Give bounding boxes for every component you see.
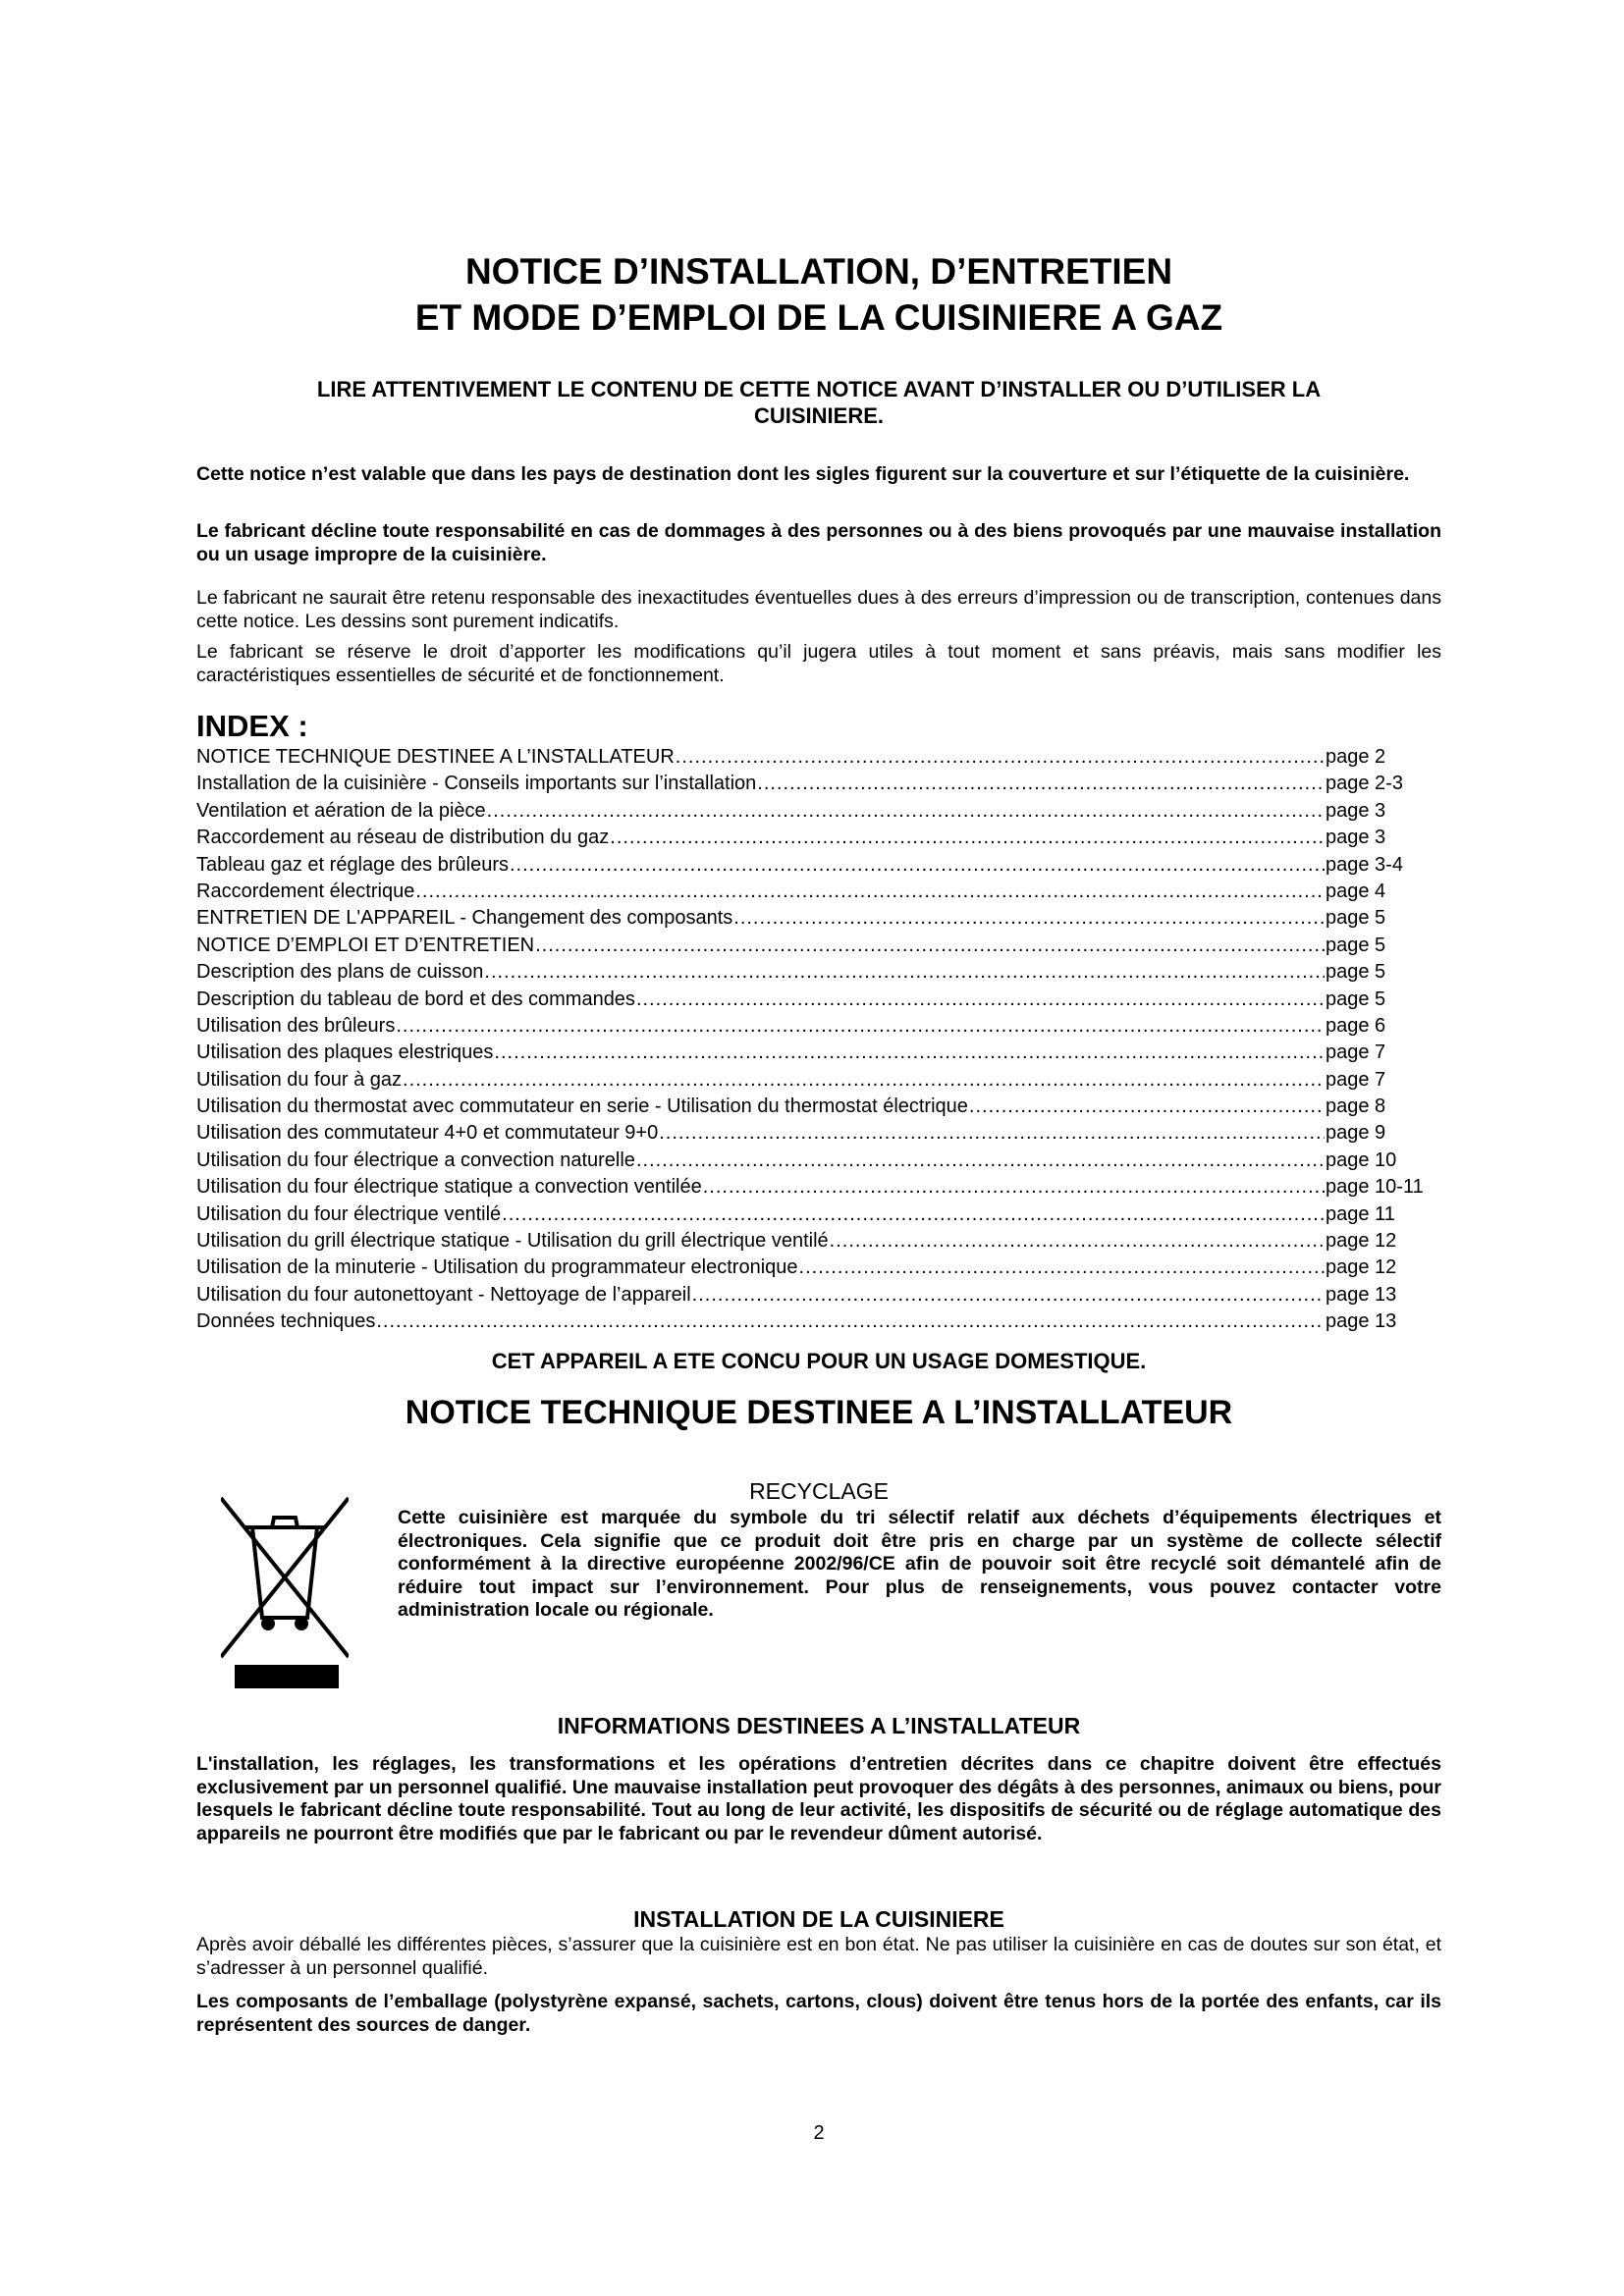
toc-page: page 8 [1326,1095,1386,1118]
recycling-text: Cette cuisinière est marquée du symbole du tri sélectif relatif aux déchets d’équipements électriques et électroniques. Cela signifie que ce produit doit être pris en charge par un système de collecte sélectif conformément à la directive européenne 2002/96/CE afin de pouvoir soit être recyclé soit démantelé afin de réduire tout impact sur l’environnement. Pour plus de renseignements, vous pouvez contacter votre administration locale ou régionale. [398,1507,1441,1621]
toc-entry [196,1094,1441,1120]
toc-entry [196,771,1441,797]
toc-page: page 5 [1326,988,1386,1010]
toc-entry [196,852,1441,879]
toc-entry [196,879,1441,905]
toc-page: page 11 [1326,1202,1395,1225]
index-heading: INDEX : [196,709,308,743]
toc-entry [196,1174,1441,1201]
toc-entry [196,1013,1441,1040]
toc-entry [196,1040,1441,1066]
toc-leader [510,852,1325,879]
toc-entry [196,987,1441,1013]
read-notice-line-2: CUISINIERE. [753,403,885,428]
toc-leader [799,1255,1325,1281]
installer-info-heading: INFORMATIONS DESTINEES A L’INSTALLATEUR [557,1713,1081,1738]
packaging-warning: Les composants de l’emballage (polystyrène expansé, sachets, cartons, clous) doivent être tenus hors de la portée des enfants, car ils représentent des sources de danger. [196,1991,1441,2036]
toc-leader [502,1201,1325,1228]
toc-leader [610,825,1325,851]
toc-leader [636,1148,1325,1174]
toc-label: Utilisation des commutateur 4+0 et commutateur 9+0 [196,1122,659,1145]
toc-page: page 10-11 [1326,1176,1424,1199]
toc-label: Utilisation du four à gaz [196,1068,403,1091]
toc-page: page 9 [1326,1122,1386,1145]
crossed-out-wheelie-bin-icon [221,1490,349,1696]
toc-label: Utilisation des brûleurs [196,1014,396,1037]
toc-label: Description des plans de cuisson [196,961,484,984]
toc-page: page 2 [1326,746,1386,768]
toc-entry [196,1067,1441,1094]
toc-leader [396,1013,1325,1040]
toc-label: Utilisation du thermostat avec commutateur en serie - Utilisation du thermostat électrique [196,1095,968,1118]
toc-label: ENTRETIEN DE L'APPAREIL - Changement des composants [196,907,733,930]
toc-entry [196,1148,1441,1174]
toc-label: Utilisation du four autonettoyant - Nettoyage de l’appareil [196,1283,691,1306]
toc-page: page 13 [1326,1283,1397,1306]
toc-label: Utilisation du four électrique a convection naturelle [196,1148,635,1171]
toc-leader [830,1228,1325,1255]
intro-liability-notice: Le fabricant décline toute responsabilité en cas de dommages à des personnes ou à des biens provoqués par une mauvaise installation ou un usage impropre de la cuisinière. [196,520,1441,565]
toc-page: page 5 [1326,961,1386,984]
title-line-2: ET MODE D’EMPLOI DE LA CUISINIERE A GAZ [414,297,1223,338]
toc-leader [703,1174,1325,1201]
toc-label: Utilisation du four électrique statique a convection ventilée [196,1176,702,1199]
toc-leader [969,1094,1325,1120]
page-number: 2 [813,2122,825,2144]
toc-entry [196,1282,1441,1308]
toc-label: Description du tableau de bord et des commandes [196,988,635,1010]
table-of-contents [196,744,1441,1336]
toc-entry [196,905,1441,932]
toc-page: page 4 [1326,880,1386,902]
toc-leader [676,744,1325,771]
toc-page: page 3 [1326,799,1386,822]
toc-label: Utilisation des plaques elestriques [196,1041,494,1064]
toc-leader [415,879,1325,905]
toc-page: page 6 [1326,1014,1386,1037]
domestic-use-notice: CET APPAREIL A ETE CONCU POUR UN USAGE DOMESTIQUE. [491,1349,1147,1373]
toc-page: page 7 [1326,1041,1386,1064]
title-line-1: NOTICE D’INSTALLATION, D’ENTRETIEN [464,251,1173,292]
toc-entry [196,1255,1441,1281]
toc-leader [376,1308,1325,1335]
toc-entry [196,1308,1441,1335]
intro-validity-notice: Cette notice n’est valable que dans les pays de destination dont les sigles figurent sur la couverture et sur l’étiquette de la cuisinière. [196,463,1410,485]
toc-entry [196,933,1441,959]
toc-page: page 7 [1326,1068,1386,1091]
toc-page: page 5 [1326,907,1386,930]
toc-page: page 2-3 [1326,773,1403,795]
toc-label: Utilisation de la minuterie - Utilisation du programmateur electronique [196,1256,798,1279]
installation-heading: INSTALLATION DE LA CUISINIERE [633,1906,1004,1932]
toc-leader [535,933,1325,959]
toc-label: Données techniques [196,1310,376,1333]
toc-leader [403,1067,1325,1094]
toc-page: page 3 [1326,827,1386,849]
toc-entry [196,1201,1441,1228]
toc-leader [757,771,1325,797]
toc-page: page 12 [1326,1230,1397,1253]
toc-entry [196,825,1441,851]
toc-leader [484,959,1325,986]
toc-entry [196,798,1441,825]
toc-leader [487,798,1325,825]
toc-leader [494,1040,1325,1066]
toc-leader [636,987,1325,1013]
read-notice-line-1: LIRE ATTENTIVEMENT LE CONTENU DE CETTE NOTICE AVANT D’INSTALLER OU D’UTILISER LA [316,377,1322,401]
toc-label: Ventilation et aération de la pièce [196,799,486,822]
toc-page: page 5 [1326,934,1386,956]
toc-label: Raccordement électrique [196,880,415,902]
installer-info-text: L'installation, les réglages, les transformations et les opérations d’entretien décrites dans ce chapitre doivent être effectués exclusivement par un personnel qualifié. Une mauvaise installation peut provoquer des dégâts à des personnes, animaux ou biens, pour lesquels le fabricant décline toute responsabilité. Tout au long de leur activité, les dispositifs de sécurité ou de réglage automatique des appareils ne pourront être modifiés que par le fabricant ou par le revendeur dûment autorisé. [196,1753,1441,1844]
toc-page: page 12 [1326,1256,1397,1279]
recycling-heading: RECYCLAGE [749,1478,889,1504]
toc-label: Utilisation du grill électrique statique - Utilisation du grill électrique ventilé [196,1230,829,1253]
toc-label: Raccordement au réseau de distribution du gaz [196,827,610,849]
toc-entry [196,1228,1441,1255]
toc-page: page 3-4 [1326,853,1403,876]
toc-leader [733,905,1325,932]
intro-modifications: Le fabricant se réserve le droit d’apporter les modifications qu’il jugera utiles à tout moment et sans préavis, mais sans modifier les caractéristiques essentielles de sécurité et de fonctionnement. [196,641,1441,686]
toc-label: Installation de la cuisinière - Conseils importants sur l’installation [196,773,757,795]
toc-leader [659,1120,1325,1147]
toc-entry [196,1120,1441,1147]
toc-page: page 10 [1326,1148,1397,1171]
toc-label: Utilisation du four électrique ventilé [196,1202,502,1225]
toc-entry [196,959,1441,986]
installation-text: Après avoir déballé les différentes pièces, s’assurer que la cuisinière est en bon état. Ne pas utiliser la cuisinière en cas de doutes sur son état, et s’adresser à un personnel qualifié. [196,1934,1441,1979]
section-title: NOTICE TECHNIQUE DESTINEE A L’INSTALLATEUR [405,1394,1233,1431]
toc-entry [196,744,1441,771]
toc-label: Tableau gaz et réglage des brûleurs [196,853,509,876]
toc-label: NOTICE TECHNIQUE DESTINEE A L’INSTALLATEUR [196,746,675,768]
intro-printing-errors: Le fabricant ne saurait être retenu responsable des inexactitudes éventuelles dues à des erreurs d’impression ou de transcription, contenues dans cette notice. Les dessins sont purement indicatifs. [196,587,1441,632]
toc-leader [692,1282,1325,1308]
toc-label: NOTICE D’EMPLOI ET D’ENTRETIEN [196,934,535,956]
toc-page: page 13 [1326,1310,1397,1333]
